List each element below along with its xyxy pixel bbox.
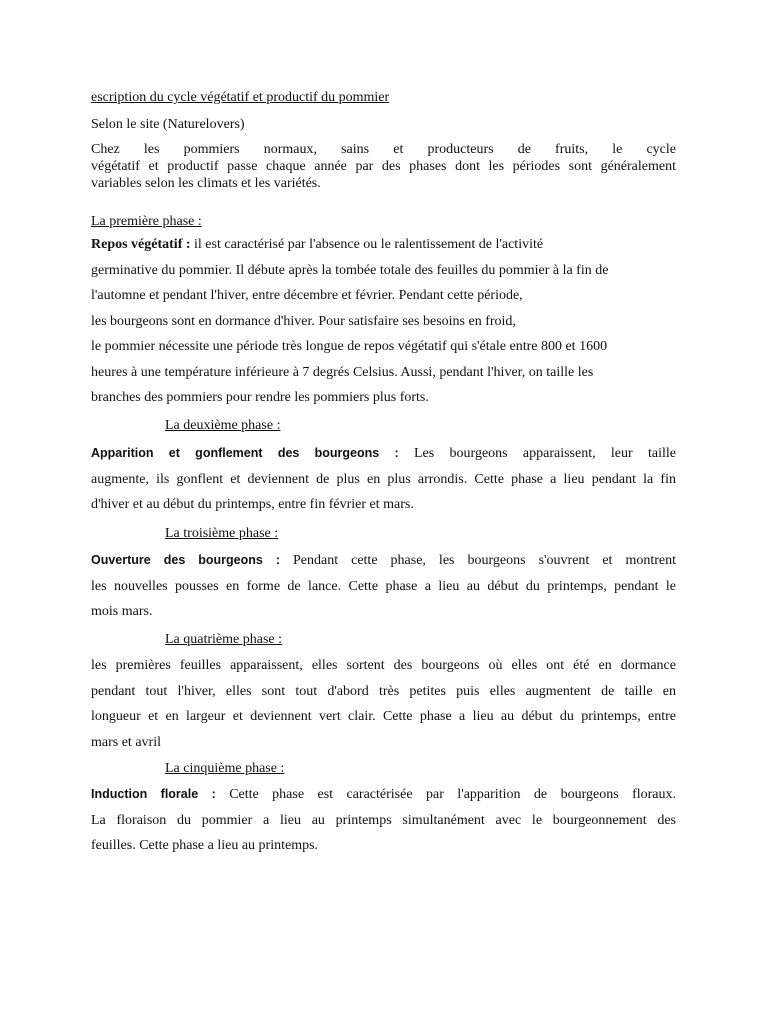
phase4-paragraph [91, 653, 676, 755]
phase5-line: feuilles. Cette phase a lieu au printemps. [91, 838, 319, 853]
intro-line: Chez les pommiers normaux, sains et producteurs de fruits, le cycle [91, 142, 676, 157]
phase1-line: le pommier nécessite une période très longue de repos végétatif qui s'étale entre 800 et 1600 [91, 339, 608, 354]
phase2-lead: Apparition et gonflement des bourgeons : [91, 446, 399, 460]
phase5-lead: Induction florale : [91, 787, 216, 801]
phase3-line: les nouvelles pousses en forme de lance. Cette phase a lieu au début du printemps, pendant le [91, 578, 676, 594]
phase1-paragraph [91, 232, 676, 411]
phase3-line: mois mars. [91, 604, 153, 619]
phase1-heading: La première phase : [91, 214, 202, 229]
phase1-line: heures à une température inférieure à 7 degrés Celsius. Aussi, pendant l'hiver, on taille les [91, 364, 594, 380]
intro-line: végétatif et productif passe chaque année par des phases dont les périodes sont généralement [91, 159, 676, 174]
phase2-heading: La deuxième phase : [165, 418, 281, 433]
phase2-paragraph [91, 441, 676, 518]
phase3-heading: La troisième phase : [165, 526, 279, 541]
phase4-line: les premières feuilles apparaissent, elles sortent des bourgeons où elles ont été en dormance [91, 658, 676, 673]
phase3-paragraph [91, 548, 676, 625]
phase1-line: branches des pommiers pour rendre les pommiers plus forts. [91, 390, 429, 405]
source-line: Selon le site (Naturelovers) [91, 117, 245, 132]
phase1-line: il est caractérisé par l'absence ou le ralentissement de l'activité [190, 237, 544, 252]
phase5-line: Cette phase est caractérisée par l'apparition de bourgeons floraux. [215, 787, 677, 802]
document-title: escription du cycle végétatif et productif du pommier [91, 90, 390, 105]
phase1-line: l'automne et pendant l'hiver, entre décembre et février. Pendant cette période, [91, 288, 523, 303]
phase2-line: augmente, ils gonflent et deviennent de plus en plus arrondis. Cette phase a lieu pendant la fin [91, 471, 676, 487]
phase5-line: La floraison du pommier a lieu au printemps simultanément avec le bourgeonnement des [91, 812, 676, 828]
phase4-line: mars et avril [91, 734, 161, 750]
phase2-line: Les bourgeons apparaissent, leur taille [398, 446, 676, 461]
phase4-line: pendant tout l'hiver, elles sont tout d'abord très petites puis elles augmentent de taille en [91, 683, 676, 699]
phase2-line: d'hiver et au début du printemps, entre fin février et mars. [91, 497, 414, 512]
phase5-paragraph [91, 782, 676, 859]
phase4-line: longueur et en largeur et deviennent vert clair. Cette phase a lieu au début du printemps, entre [91, 709, 676, 724]
phase1-lead: Repos végétatif : [91, 237, 191, 252]
phase3-lead: Ouverture des bourgeons : [91, 553, 280, 567]
phase1-line: germinative du pommier. Il débute après la tombée totale des feuilles du pommier à la fin de [91, 262, 609, 278]
phase5-heading: La cinquième phase : [165, 761, 285, 776]
intro-line: variables selon les climats et les variétés. [91, 176, 321, 191]
intro-paragraph [91, 141, 676, 192]
phase4-heading: La quatrième phase : [165, 632, 283, 647]
phase1-line: les bourgeons sont en dormance d'hiver. Pour satisfaire ses besoins en froid, [91, 313, 516, 329]
phase3-line: Pendant cette phase, les bourgeons s'ouvrent et montrent [279, 553, 676, 568]
